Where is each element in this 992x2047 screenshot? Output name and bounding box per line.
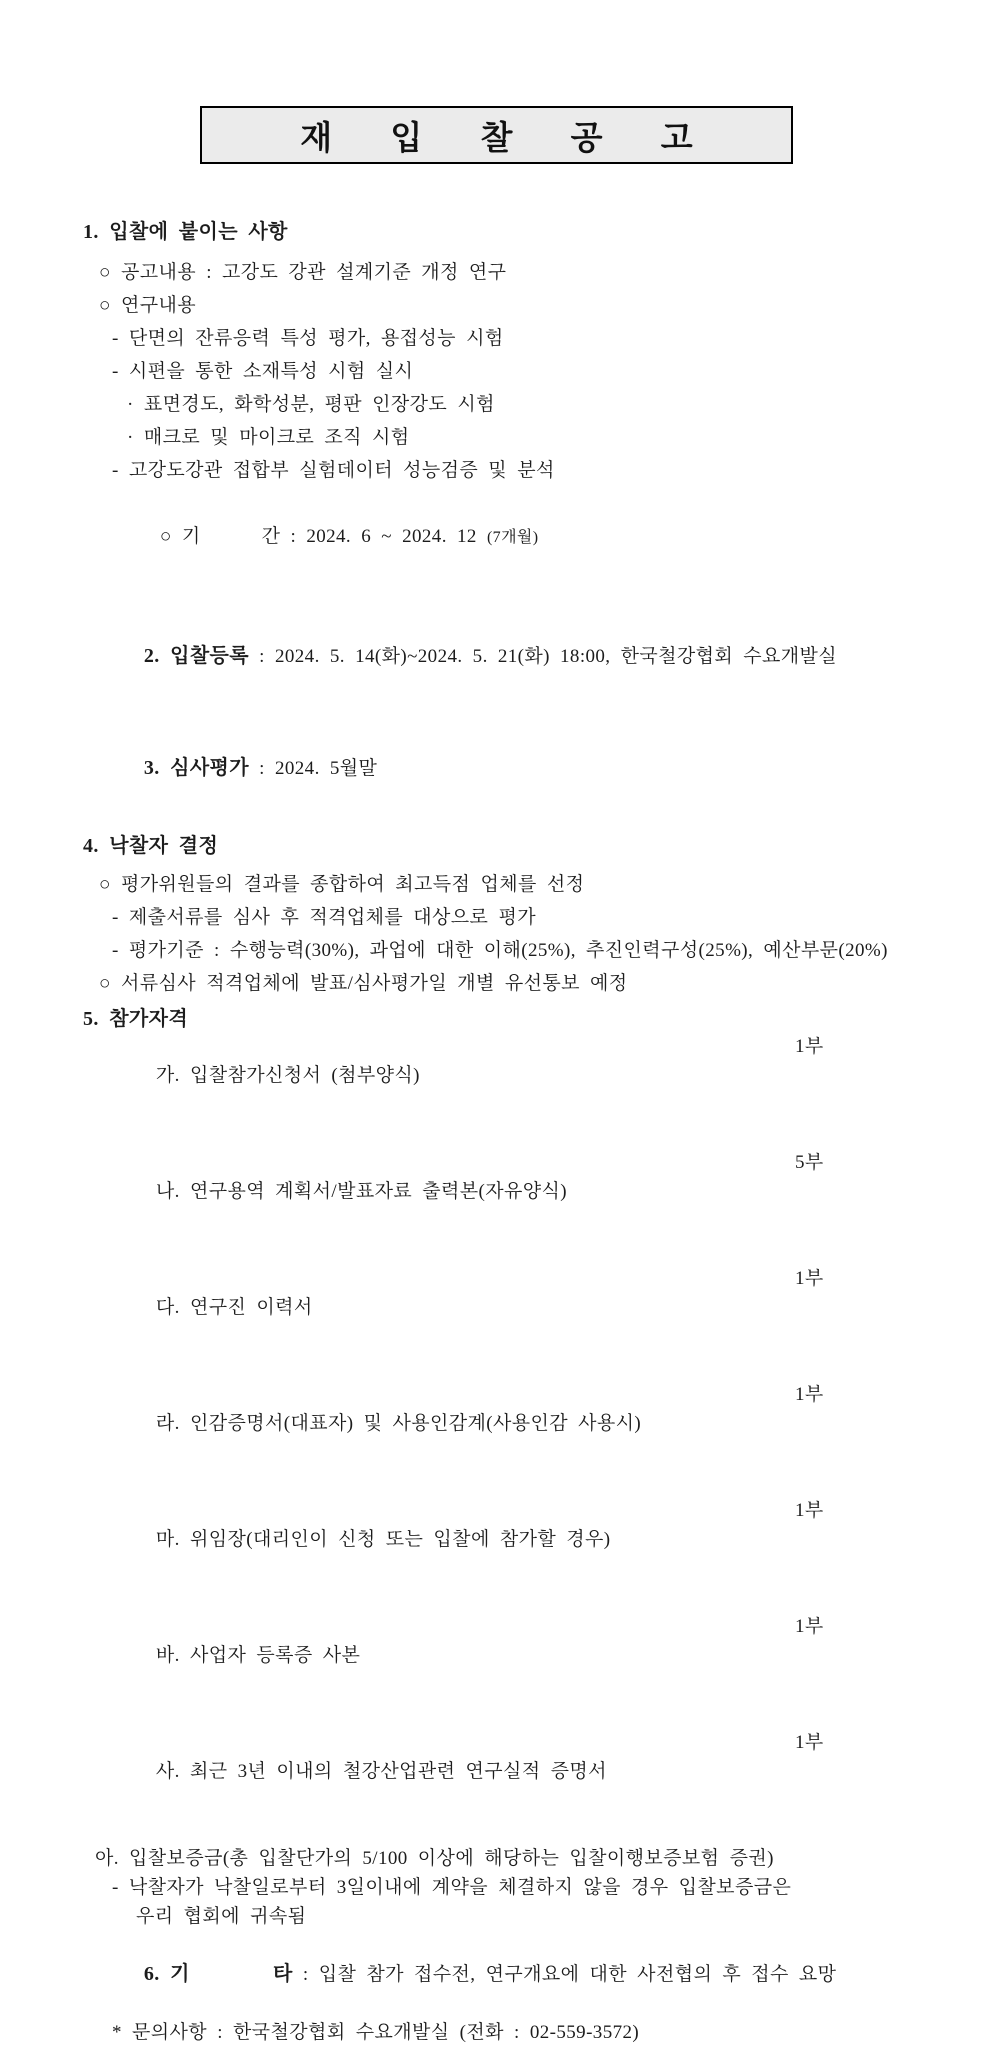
deposit-forfeit-note-continued: 우리 협회에 귀속됨 — [136, 1906, 307, 1927]
qualification-copies: 5부 — [795, 1152, 824, 1173]
contact-line: * 문의사항 : 한국철강협회 수요개발실 (전화 : 02-559-3572) — [112, 2022, 640, 2043]
period-note: (7개월) — [486, 529, 539, 546]
qualification-label: 바. 사업자 등록증 사본 — [155, 1645, 361, 1666]
qualification-label: 가. 입찰참가신청서 (첨부양식) — [155, 1065, 420, 1086]
qualification-label: 마. 위임장(대리인이 신청 또는 입찰에 참가할 경우) — [155, 1529, 611, 1550]
qualification-copies: 1부 — [795, 1384, 824, 1405]
list-item-notification: ○ 서류심사 적격업체에 발표/심사평가일 개별 유선통보 예정 — [99, 973, 628, 994]
section-6-value: : 입찰 참가 접수전, 연구개요에 대한 사전협의 후 접수 요망 — [292, 1964, 837, 1985]
deposit-forfeit-note: - 낙찰자가 낙찰일로부터 3일이내에 계약을 체결하지 않을 경우 입찰보증금은 — [112, 1877, 792, 1898]
qualification-copies: 1부 — [795, 1732, 824, 1753]
list-item-research-content: ○ 연구내용 — [99, 295, 197, 316]
qualification-copies: 1부 — [795, 1500, 824, 1521]
list-item-announce-content: ○ 공고내용 : 고강도 강관 설계기준 개정 연구 — [99, 262, 507, 283]
list-item-residual-stress: - 단면의 잔류응력 특성 평가, 용접성능 시험 — [112, 328, 504, 349]
qualification-row — [0, 1032, 992, 1148]
qualification-row — [0, 1380, 992, 1496]
qualification-row — [0, 1728, 992, 1844]
list-item-specimen-test: - 시편을 통한 소재특성 시험 실시 — [112, 361, 414, 382]
section-6-label: 6. 기 타 — [143, 1963, 293, 1985]
section-6-line — [0, 1931, 992, 2018]
period-text: ○ 기 간 : 2024. 6 ~ 2024. 12 — [159, 526, 487, 547]
qualification-copies: 1부 — [795, 1616, 824, 1637]
qualification-row — [0, 1612, 992, 1728]
section-2-line — [0, 607, 992, 706]
qualification-copies: 1부 — [795, 1036, 824, 1057]
qualification-row — [0, 1148, 992, 1264]
section-2-label: 2. 입찰등록 — [143, 645, 249, 667]
list-item-macro-micro: · 매크로 및 마이크로 조직 시험 — [127, 427, 410, 448]
section-2-value: : 2024. 5. 14(화)~2024. 5. 21(화) 18:00, 한국철강협회 수요개발실 — [249, 646, 838, 667]
section-5-heading: 5. 참가자격 — [83, 1008, 189, 1030]
section-1-heading: 1. 입찰에 붙이는 사항 — [83, 221, 288, 243]
list-item-committee: ○ 평가위원들의 결과를 종합하여 최고득점 업체를 선정 — [99, 874, 585, 895]
section-3-label: 3. 심사평가 — [143, 757, 249, 779]
qualification-row — [0, 1264, 992, 1380]
section-4-heading: 4. 낙찰자 결정 — [83, 835, 219, 857]
qualification-row-deposit: 아. 입찰보증금(총 입찰단가의 5/100 이상에 해당하는 입찰이행보증보험 증권) — [95, 1848, 774, 1869]
list-item-criteria: - 평가기준 : 수행능력(30%), 과업에 대한 이해(25%), 추진인력구성(25%), 예산부문(20%) — [112, 940, 888, 961]
qualification-label: 사. 최근 3년 이내의 철강산업관련 연구실적 증명서 — [155, 1761, 607, 1782]
qualification-label: 다. 연구진 이력서 — [155, 1297, 313, 1318]
qualification-label: 나. 연구용역 계획서/발표자료 출력본(자유양식) — [155, 1181, 567, 1202]
list-item-surface-hardness: · 표면경도, 화학성분, 평판 인장강도 시험 — [127, 394, 495, 415]
qualification-label: 라. 인감증명서(대표자) 및 사용인감계(사용인감 사용시) — [155, 1413, 642, 1434]
document-title: 재 입 찰 공 고 — [300, 120, 693, 157]
list-item-document-review: - 제출서류를 심사 후 적격업체를 대상으로 평가 — [112, 907, 536, 928]
list-item-joint-verification: - 고강도강관 접합부 실험데이터 성능검증 및 분석 — [112, 460, 555, 481]
qualification-copies: 1부 — [795, 1268, 824, 1289]
section-3-value: : 2024. 5월말 — [249, 758, 378, 779]
section-3-line — [0, 719, 992, 818]
qualification-row — [0, 1496, 992, 1612]
list-item-period — [0, 487, 992, 587]
